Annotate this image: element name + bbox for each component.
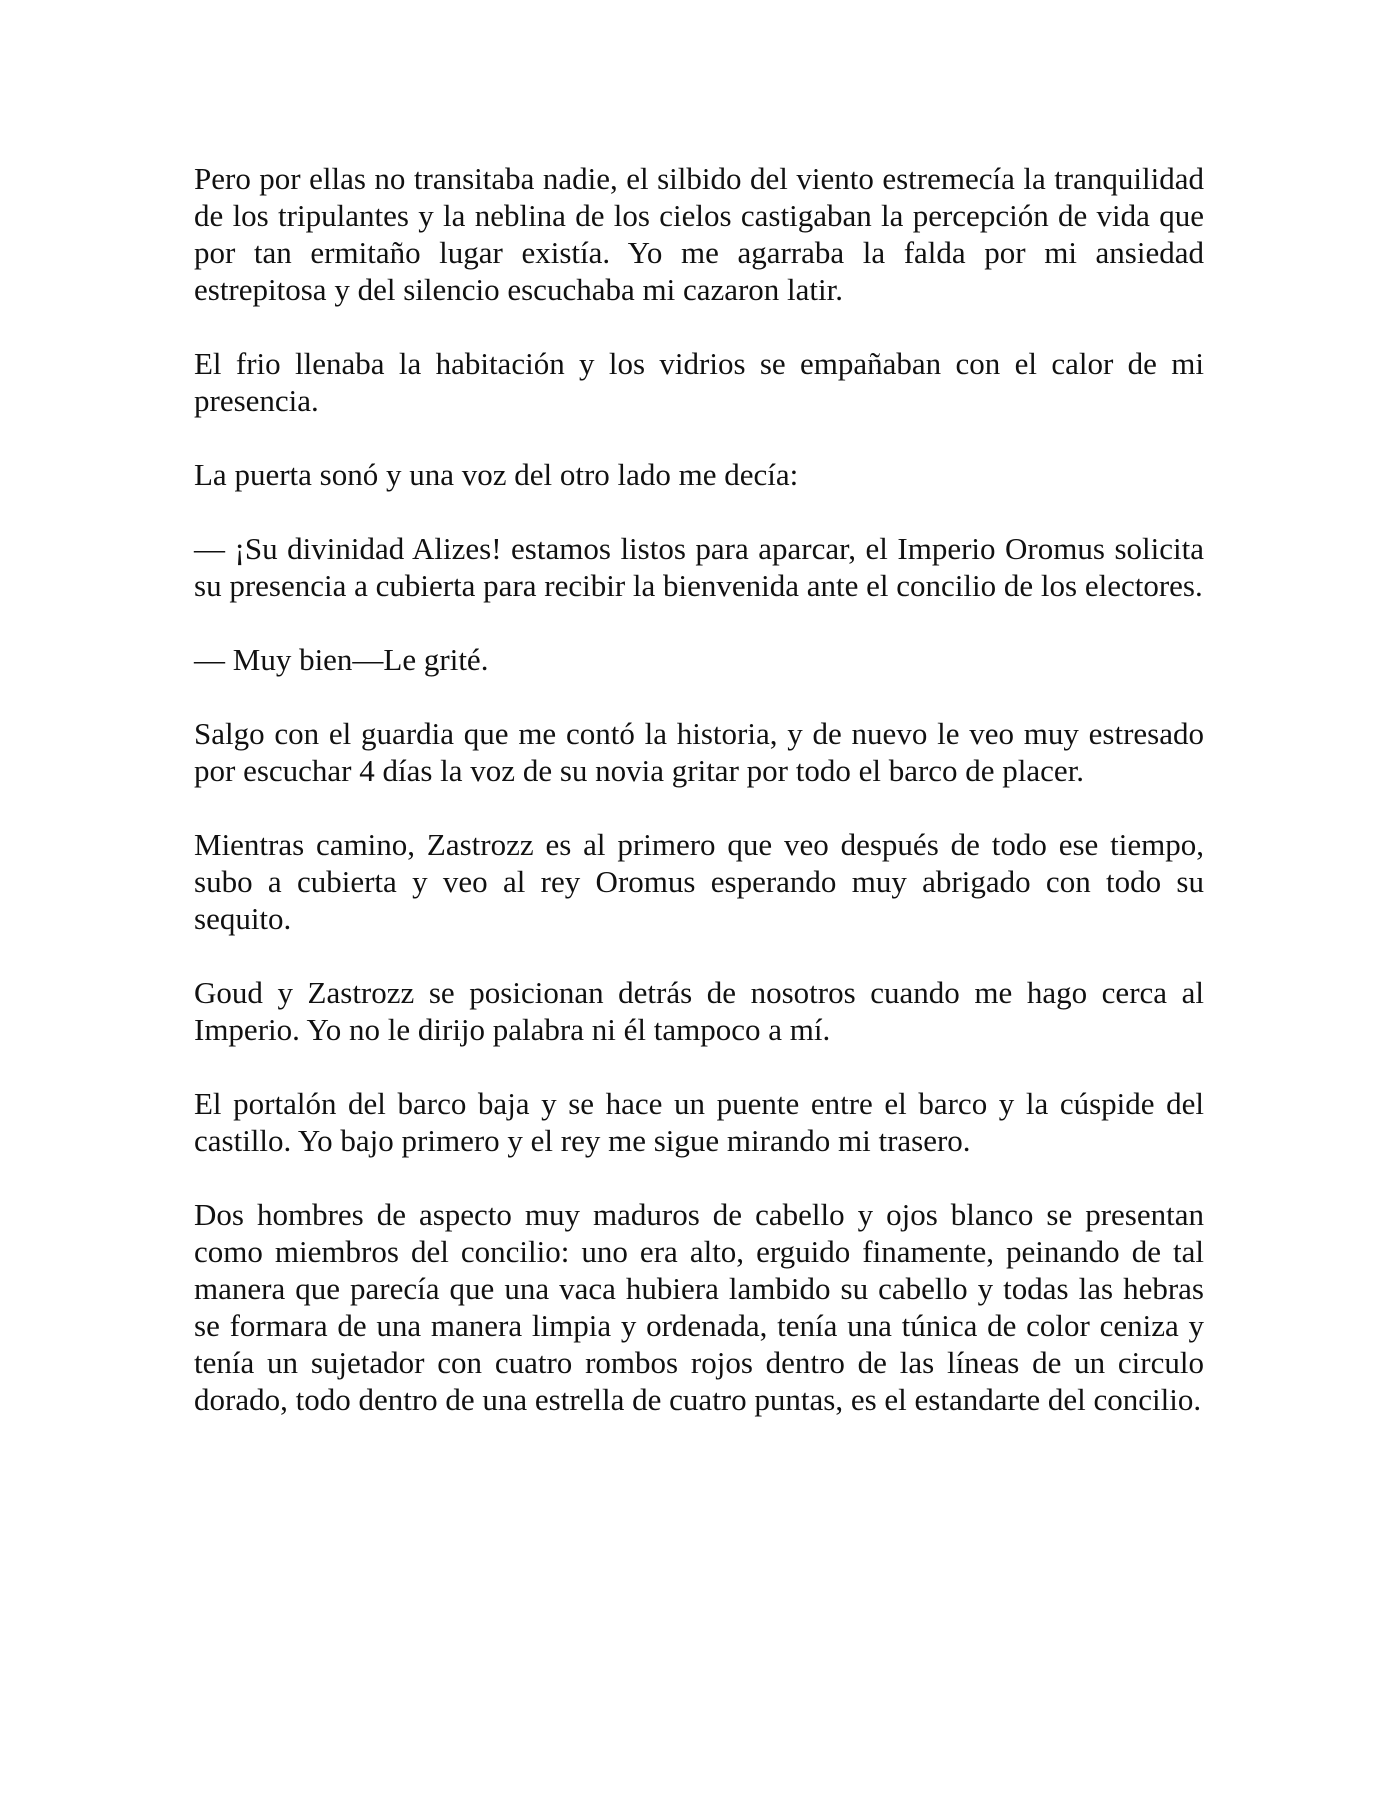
paragraph-5: — Muy bien—Le grité. xyxy=(194,642,489,677)
paragraph-10: Dos hombres de aspecto muy maduros de cabello y ojos blanco se presentan como miembros del concilio: uno era alto, erguido finamente, peinando de tal manera que parecía que una vaca hubiera lambido su cabello y todas las hebras se formara de una manera limpia y ordenada, tenía una túnica de color ceniza y tenía un sujetador con cuatro rombos rojos dentro de las líneas de un circulo dorado, todo dentro de una estrella de cuatro puntas, es el estandarte del concilio. xyxy=(194,1197,1204,1417)
paragraph-4: — ¡Su divinidad Alizes! estamos listos para aparcar, el Imperio Oromus solicita su presencia a cubierta para recibir la bienvenida ante el concilio de los electores. xyxy=(194,531,1204,603)
paragraph-2: El frio llenaba la habitación y los vidrios se empañaban con el calor de mi presencia. xyxy=(194,346,1204,418)
paragraph-6: Salgo con el guardia que me contó la historia, y de nuevo le veo muy estresado por escuchar 4 días la voz de su novia gritar por todo el barco de placer. xyxy=(194,716,1204,788)
paragraph-8: Goud y Zastrozz se posicionan detrás de nosotros cuando me hago cerca al Imperio. Yo no le dirijo palabra ni él tampoco a mí. xyxy=(194,975,1204,1047)
paragraph-7: Mientras camino, Zastrozz es al primero que veo después de todo ese tiempo, subo a cubierta y veo al rey Oromus esperando muy abrigado con todo su sequito. xyxy=(194,827,1204,936)
paragraph-1: Pero por ellas no transitaba nadie, el silbido del viento estremecía la tranquilidad de los tripulantes y la neblina de los cielos castigaban la percepción de vida que por tan ermitaño lugar existía. Yo me agarraba la falda por mi ansiedad estrepitosa y del silencio escuchaba mi cazaron latir. xyxy=(194,161,1204,307)
body-text xyxy=(194,160,1204,1418)
paragraph-9: El portalón del barco baja y se hace un puente entre el barco y la cúspide del castillo. Yo bajo primero y el rey me sigue mirando mi trasero. xyxy=(194,1086,1204,1158)
paragraph-3: La puerta sonó y una voz del otro lado me decía: xyxy=(194,457,799,492)
